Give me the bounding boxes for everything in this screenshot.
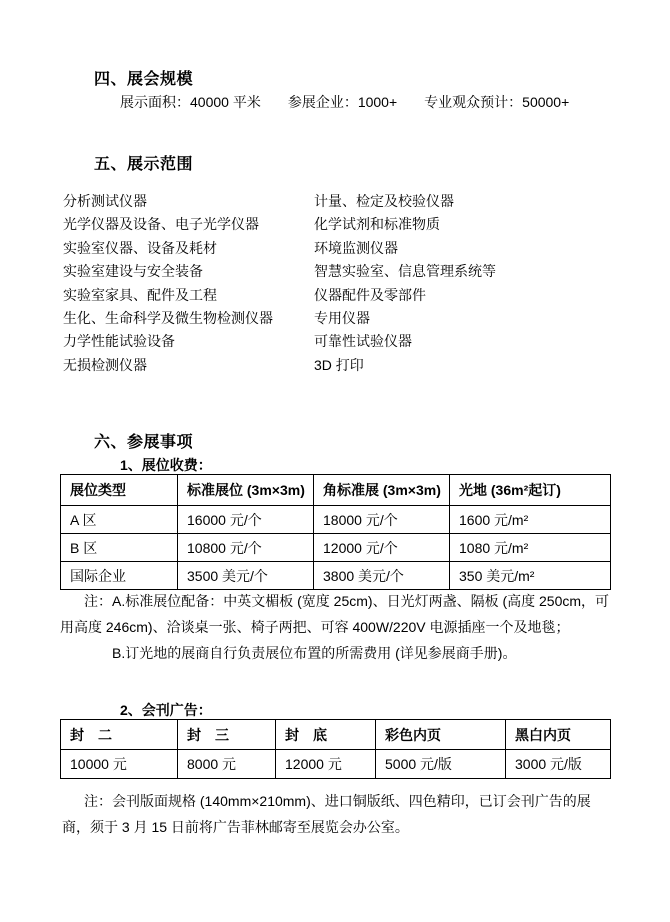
booth-note-a: 注：A.标准展位配备：中英文楣板 (宽度 25cm)、日光灯两盏、隔板 (高度 250cm，可用高度 246cm)、洽谈桌一张、椅子两把、可容 400W/220V 电源插座一个及地毯；	[60, 593, 610, 635]
table-cell: 8000 元	[178, 750, 276, 779]
table-cell: 3000 元/版	[506, 750, 611, 779]
table-cell: 10800 元/个	[178, 534, 314, 562]
scope-item: 实验室仪器、设备及耗材	[63, 239, 217, 256]
column-header: 黑白内页	[506, 720, 611, 750]
table-row	[61, 750, 611, 779]
table-header-row	[61, 475, 611, 506]
table-cell: 350 美元/m²	[450, 562, 611, 590]
journal-ad-table	[60, 719, 611, 779]
section-scope-heading: 五、展示范围	[94, 156, 194, 173]
column-header: 角标准展 (3m×3m)	[314, 475, 450, 506]
section-participation-heading: 六、参展事项	[94, 434, 194, 451]
column-header: 封 二	[61, 720, 178, 750]
column-header: 彩色内页	[376, 720, 506, 750]
scale-stats	[120, 92, 569, 112]
table-cell: 3500 美元/个	[178, 562, 314, 590]
table-header-row	[61, 720, 611, 750]
booth-fee-notes	[60, 588, 612, 666]
column-header: 封 三	[178, 720, 276, 750]
booth-fee-table	[60, 474, 611, 590]
scope-item: 化学试剂和标准物质	[314, 216, 440, 233]
journal-ad-title: 2、会刊广告：	[120, 702, 212, 718]
column-header: 封 底	[276, 720, 376, 750]
table-cell: 18000 元/个	[314, 506, 450, 534]
scope-item: 3D 打印	[314, 356, 364, 373]
table-row	[61, 562, 611, 590]
table-cell: 16000 元/个	[178, 506, 314, 534]
scope-item: 仪器配件及零部件	[314, 286, 426, 303]
scope-item: 环境监测仪器	[314, 239, 398, 256]
table-cell: 5000 元/版	[376, 750, 506, 779]
scope-item: 计量、检定及校验仪器	[314, 193, 454, 209]
scope-item: 无损检测仪器	[63, 356, 147, 373]
table-cell: B 区	[61, 534, 178, 562]
table-cell: 12000 元	[276, 750, 376, 779]
scope-item: 实验室家具、配件及工程	[63, 286, 217, 303]
scope-list	[63, 190, 496, 377]
scope-item: 力学性能试验设备	[63, 333, 175, 350]
table-cell: 12000 元/个	[314, 534, 450, 562]
scope-item: 专用仪器	[314, 310, 370, 327]
table-cell: 1080 元/m²	[450, 534, 611, 562]
scope-item: 实验室建设与安全装备	[63, 263, 203, 280]
booth-note-b: B.订光地的展商自行负责展位布置的所需费用 (详见参展商手册)。	[112, 645, 517, 661]
journal-ad-note: 注：会刊版面规格 (140mm×210mm)、进口铜版纸、四色精印，已订会刊广告的展商，须于 3 月 15 日前将广告菲林邮寄至展览会办公室。	[62, 793, 591, 835]
scope-item: 光学仪器及设备、电子光学仪器	[63, 216, 259, 233]
stat-exhibitor-count: 参展企业：1000+	[287, 94, 398, 110]
scope-item: 生化、生命科学及微生物检测仪器	[63, 310, 273, 327]
booth-fee-title: 1、展位收费：	[120, 457, 212, 473]
column-header: 标准展位 (3m×3m)	[178, 475, 314, 506]
section-scale-heading: 四、展会规模	[94, 71, 194, 88]
scope-item: 可靠性试验仪器	[314, 333, 412, 350]
table-cell: 10000 元	[61, 750, 178, 779]
column-header: 光地 (36m²起订)	[450, 475, 611, 506]
table-cell: 3800 美元/个	[314, 562, 450, 590]
table-row	[61, 506, 611, 534]
table-cell: 国际企业	[61, 562, 178, 590]
column-header: 展位类型	[61, 475, 178, 506]
scope-item: 智慧实验室、信息管理系统等	[314, 263, 496, 280]
stat-exhibit-area: 展示面积：40000 平米	[120, 94, 261, 110]
scope-item: 分析测试仪器	[63, 193, 147, 209]
stat-visitor-estimate: 专业观众预计：50000+	[424, 94, 570, 110]
table-row	[61, 534, 611, 562]
table-cell: A 区	[61, 506, 178, 534]
table-cell: 1600 元/m²	[450, 506, 611, 534]
